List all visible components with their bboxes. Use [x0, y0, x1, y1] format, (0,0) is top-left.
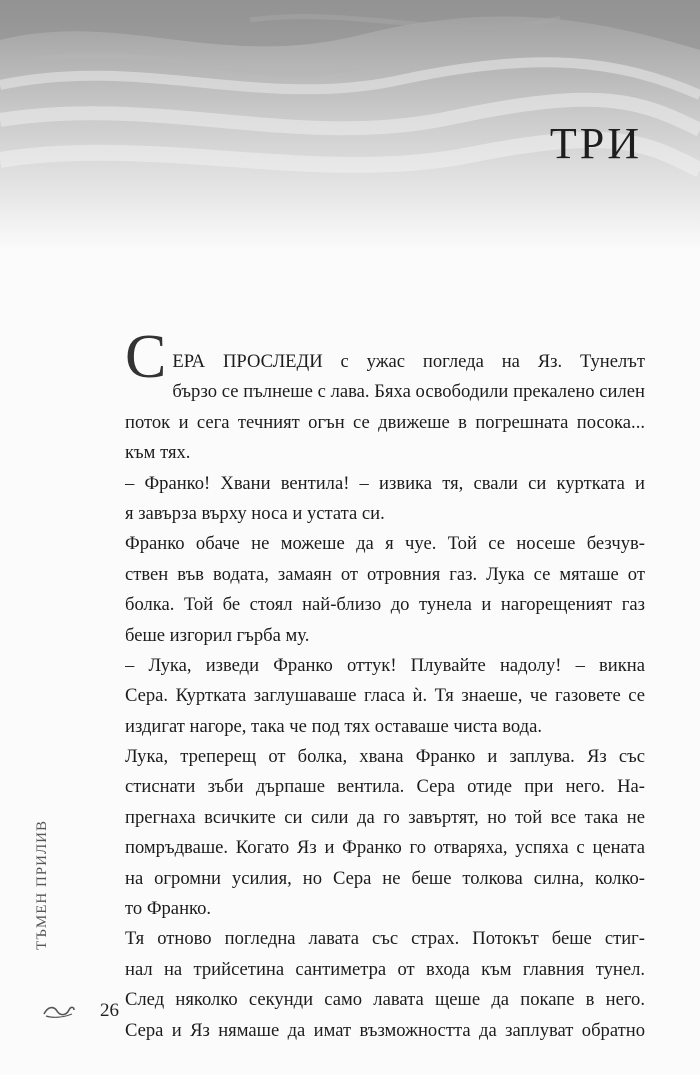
text-line: бързо се пълнеше с лава. Бяха освободили прекалено силен: [172, 381, 645, 403]
text-line: я завърза върху носа и устата си.: [125, 502, 385, 524]
text-line: ствен във водата, замаян от отровния газ. Лука се мяташе от: [125, 563, 645, 585]
text-line: – Франко! Хвани вентила! – извика тя, свали си куртката и: [125, 472, 645, 494]
chapter-body: [125, 325, 645, 1046]
text-line: – Лука, изведи Франко оттук! Плувайте надолу! – викна: [125, 654, 645, 676]
text-line: Тя отново погледна лавата със страх. Потокът беше стиг-: [125, 928, 645, 950]
text-line: то Франко.: [125, 898, 212, 920]
text-line: към тях.: [125, 442, 191, 464]
text-line: ЕРА ПРОСЛЕДИ с ужас погледа на Яз. Тунелът: [172, 351, 645, 372]
text-line: След няколко секунди само лавата щеше да покапе в него.: [125, 989, 645, 1011]
drop-cap: С: [125, 323, 167, 391]
text-line: Сера и Яз нямаше да имат възможността да заплуват обратно: [125, 1019, 645, 1041]
chapter-title: ТРИ: [549, 119, 642, 168]
text-line: Лука, треперещ от болка, хвана Франко и заплува. Яз със: [125, 746, 645, 768]
text-line: нал на трийсетина сантиметра от входа към главния тунел.: [125, 958, 645, 980]
text-line: поток и сега течният огън се движеше в погрешната посока...: [125, 411, 645, 433]
text-line: Франко обаче не можеше да я чуе. Той се носеше безчув-: [125, 533, 645, 555]
text-line: Сера. Куртката заглушаваше гласа ѝ. Тя знаеше, че газовете се: [125, 685, 645, 707]
text-line: помръдваше. Когато Яз и Франко го отваряха, успяха с цената: [125, 837, 645, 859]
text-line: прегнаха всичките си сили да го завъртят, но той все така не: [125, 806, 645, 828]
text-line: болка. Той бе стоял най-близо до тунела и нагорещеният газ: [125, 594, 645, 616]
text-line: беше изгорил гърба му.: [125, 624, 310, 646]
wave-ornament-icon: [42, 1002, 76, 1024]
running-head-book-title: ТЪМЕН ПРИЛИВ: [34, 820, 50, 950]
page-number: 26: [100, 1000, 119, 1021]
text-line: стиснати зъби дърпаше вентила. Сера отиде при него. На-: [125, 776, 645, 798]
text-line: на огромни усилия, но Сера не беше толкова силна, колко-: [125, 867, 645, 889]
text-line: издигат нагоре, така че под тях оставаше чиста вода.: [125, 715, 542, 737]
